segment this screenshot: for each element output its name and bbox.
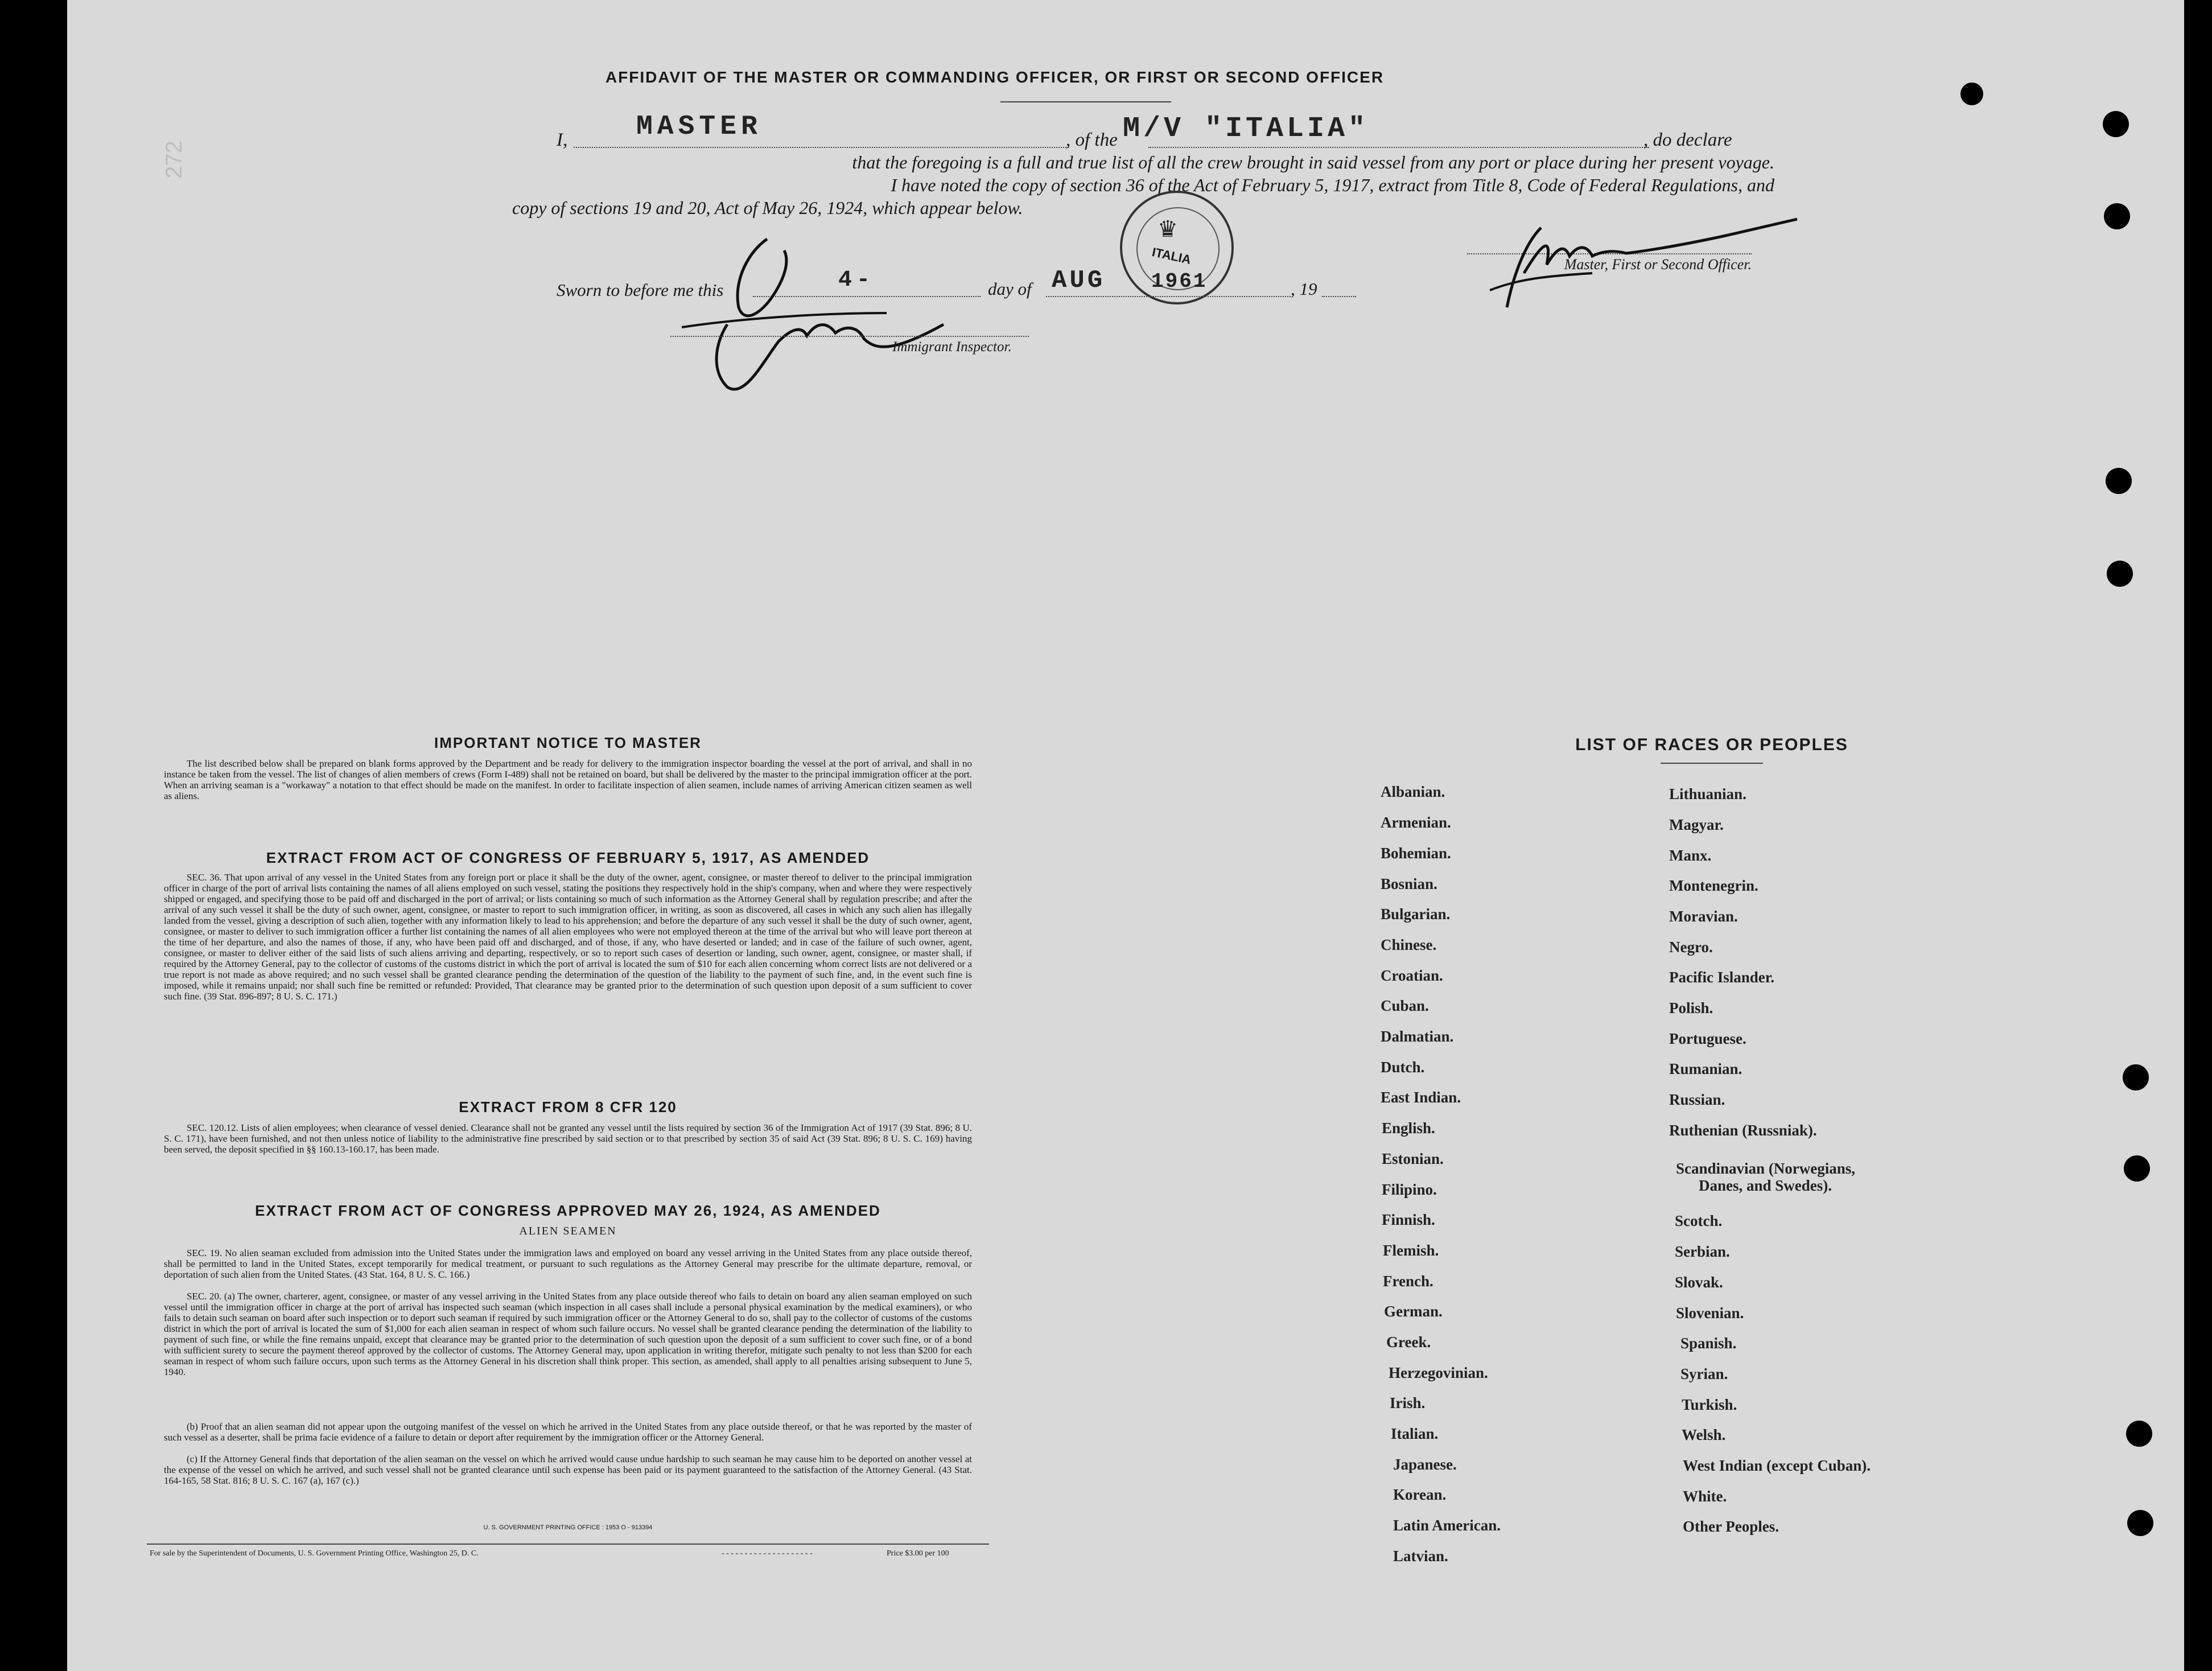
sec-20a-body: SEC. 20. (a) The owner, charterer, agent, consignee, or master of any vessel arriving in the United States from any place outside thereof who fails to detain on board any alien seaman employed on such vessel until the immigration officer in charge at the port of arrival has inspected such seaman (which inspection in all cases shall include a personal physical examination by the medical examiners), or who fails to detain such seaman on board after such inspection or to deport such seaman if required by such immigration officer or the Attorney General to do so, shall pay to the collector of customs of the customs district in which the port of arrival is located the sum of $1,000 for each alien seaman in respect of whom such failure occurs. No vessel shall be granted clearance pending the determination of the liability to payment of such fine, or while the fine remains unpaid, except that clearance may be granted prior to the determination of such question upon the deposit of a sum sufficient to cover such fine, or of a bond with sufficient surety to secure the payment thereof approved by the collector of customs. The Attorney General may, upon application in writing therefor, mitigate such penalty to not less than $200 for each seaman in respect of whom such failure occurs, upon such terms as the Attorney General in his discretion shall think proper. This section, as amended, shall apply to all penalties arising subsequent to June 5, 1940.: [164, 1291, 972, 1377]
race-item: White.: [1683, 1488, 1727, 1505]
binder-hole: [1960, 83, 1983, 105]
race-item: Estonian.: [1382, 1150, 1444, 1167]
race-item: Ruthenian (Russniak).: [1669, 1122, 1817, 1139]
race-item: Scotch.: [1675, 1212, 1723, 1229]
race-item: Finnish.: [1382, 1211, 1435, 1228]
race-item: Lithuanian.: [1669, 785, 1746, 802]
race-item: Moravian.: [1669, 908, 1738, 925]
race-item: Dalmatian.: [1381, 1028, 1454, 1045]
day-of-label: day of: [988, 279, 1032, 299]
binder-hole: [2107, 561, 2133, 587]
filled-name: MASTER: [636, 112, 762, 142]
race-item: Chinese.: [1381, 936, 1437, 953]
filled-month: AUG: [1052, 266, 1106, 295]
notice-title: IMPORTANT NOTICE TO MASTER: [434, 734, 702, 751]
binder-hole: [2123, 1064, 2149, 1090]
race-item: Rumanian.: [1669, 1060, 1743, 1077]
form-sheet: [67, 0, 2184, 1671]
cfr-body: SEC. 120.12. Lists of alien employees; when clearance of vessel denied. Clearance shall not be granted any vessel until the lists required by section 36 of the Immigration Act of 1917 (39 Stat. 896; 8 U. S. C. 171), have been furnished, and not then unless notice of liability to the administrative fine prescribed by said section or to that prescribed by section 35 of said Act (39 Stat. 896; 8 U. S. C. 169) having been served, the deposit specified in §§ 160.13-160.17, has been made.: [164, 1122, 972, 1155]
race-item: Armenian.: [1381, 814, 1451, 831]
month-line: [1046, 296, 1291, 297]
race-item: Slovenian.: [1676, 1304, 1744, 1322]
race-item: Flemish.: [1383, 1242, 1439, 1259]
race-item: Serbian.: [1675, 1243, 1730, 1260]
race-item: Bohemian.: [1381, 845, 1451, 862]
race-item: Latvian.: [1393, 1547, 1448, 1565]
filled-vessel: M/V "ITALIA": [1123, 113, 1369, 145]
binder-hole: [2106, 468, 2132, 494]
race-item: Negro.: [1669, 939, 1713, 956]
margin-page-number: 272: [161, 141, 187, 179]
cfr-title: EXTRACT FROM 8 CFR 120: [459, 1098, 677, 1116]
race-item: Russian.: [1669, 1091, 1725, 1108]
race-item: Herzegovinian.: [1389, 1364, 1488, 1381]
alien-seamen-subtitle: ALIEN SEAMEN: [519, 1225, 617, 1237]
race-item: Polish.: [1669, 999, 1713, 1016]
notice-body: The list described below shall be prepared on blank forms approved by the Department and be ready for delivery to the immigration inspector boarding the vessel at the port of arrival, and shall in no instance be taken from the vessel. The list of changes of alien members of crews (Form I-489) shall not be retained on board, but shall be delivered by the master to the principal immigration officer at the port. When an arriving seaman is a "workaway" a notation to that effect should be made on the manifest. In order to facilitate inspection of alien seamen, include names of arriving American citizen seamen as well as aliens.: [164, 758, 972, 801]
inspector-caption: Immigrant Inspector.: [892, 339, 1012, 355]
crown-icon: ♛: [1158, 216, 1178, 242]
nineteen-label: , 19: [1291, 279, 1317, 299]
race-item: Cuban.: [1381, 997, 1429, 1014]
race-item: Spanish.: [1680, 1335, 1737, 1352]
gpo-imprint: U. S. GOVERNMENT PRINTING OFFICE : 1953 O - 913394: [483, 1524, 653, 1531]
inspector-line: [670, 336, 1029, 337]
binder-hole: [2103, 111, 2129, 137]
race-item: Manx.: [1669, 847, 1712, 864]
sec-19-body: SEC. 19. No alien seaman excluded from admission into the United States under the immigration laws and employed on board any vessel arriving in the United States from any place outside thereof, shall be permitted to land in the United States, except temporarily for medical treatment, or pursuant to such regulations as the Attorney General may prescribe for the ultimate departure, removal, or deportation of such alien from the United States. (43 Stat. 164, 8 U. S. C. 166.): [164, 1248, 972, 1280]
year-line: [1322, 296, 1356, 297]
races-title: LIST OF RACES OR PEOPLES: [1575, 735, 1848, 754]
extract-1917-body: SEC. 36. That upon arrival of any vessel in the United States from any foreign port or place it shall be the duty of the owner, agent, consignee, or master thereof to deliver to the principal immigration officer in charge of the port of arrival lists containing the names of all aliens employed on such vessel, stating the positions they respectively hold in the ship's company, when and where they were respectively shipped or engaged, and specifying those to be paid off and discharged in the port of arrival; or lists containing so much of such information as the Attorney General shall by regulation prescribe; and after the arrival of any such vessel it shall be the duty of such owner, agent, consignee, or master to report to such immigration officer, in writing, as soon as discovered, all cases in which any such alien has illegally landed from the vessel, giving a description of such alien, together with any information likely to lead to his apprehension; and before the departure of any such vessel it shall be the duty of such owner, agent, consignee, or master to deliver to such immigration officer a further list containing the names of all alien employees who were not employed thereon at the time of the arrival but who will leave port thereon at the time of her departure, and also the names of those, if any, who have been paid off and discharged, and of those, if any, who have deserted or landed; and in case of the failure of such owner, agent, consignee, or master to deliver either of the said lists of such aliens arriving and departing, respectively, or so to report such cases of desertion or landing, such owner, agent, consignee, or master shall, if required by the Attorney General, pay to the collector of customs of the customs district in which the port of arrival is located the sum of $10 for each alien concerning whom correct lists are not delivered or a true report is not made as above required; and no such vessel shall be granted clearance pending the determination of the question of the liability to the payment of such fine, and, in the event such fine is imposed, while it remains unpaid; nor shall such fine be remitted or refunded: Provided, That clearance may be granted prior to the determination of such question upon deposit of a sum sufficient to cover such fine. (39 Stat. 896-897; 8 U. S. C. 171.): [164, 872, 972, 1002]
filled-year: 1961: [1151, 270, 1208, 293]
race-item: German.: [1384, 1303, 1443, 1320]
race-item: Dutch.: [1381, 1059, 1425, 1076]
race-item: Korean.: [1393, 1486, 1447, 1503]
race-item: Welsh.: [1682, 1426, 1726, 1443]
race-item: Filipino.: [1382, 1181, 1437, 1198]
affidavit-title: AFFIDAVIT OF THE MASTER OR COMMANDING OFFICER, OR FIRST OR SECOND OFFICER: [605, 68, 1385, 86]
race-item: Greek.: [1386, 1333, 1431, 1351]
binder-hole: [2127, 1510, 2153, 1536]
race-item: Albanian.: [1381, 783, 1445, 800]
affidavit-line-2: that the foregoing is a full and true list of all the crew brought in said vessel from any port or place during her present voyage.: [852, 152, 1774, 172]
master-caption: Master, First or Second Officer.: [1564, 256, 1752, 273]
sale-notice: For sale by the Superintendent of Documents, U. S. Government Printing Office, Washington 25, D. C.: [150, 1549, 479, 1558]
sec-20c-body: (c) If the Attorney General finds that deportation of the alien seaman on the vessel on which he arrived would cause undue hardship to such seaman he may cause him to be deported on another vessel at the expense of the vessel on which he arrived, and such vessel shall not be granted clearance until such expense has been paid or its payment guaranteed to the satisfaction of the Attorney General. (43 Stat. 164-165, 58 Stat. 816; 8 U. S. C. 167 (a), 167 (c).): [164, 1454, 972, 1486]
footer-dashes: - - - - - - - - - - - - - - - - - - - -: [722, 1549, 813, 1558]
race-item: French.: [1383, 1273, 1434, 1290]
inspector-signature: [648, 228, 966, 398]
binder-hole: [2126, 1421, 2152, 1447]
extract-1917-title: EXTRACT FROM ACT OF CONGRESS OF FEBRUARY 5, 1917, AS AMENDED: [266, 849, 870, 866]
race-item: East Indian.: [1381, 1089, 1461, 1106]
extract-1924-title: EXTRACT FROM ACT OF CONGRESS APPROVED MAY 26, 1924, AS AMENDED: [255, 1202, 881, 1219]
sec-20b-body: (b) Proof that an alien seaman did not appear upon the outgoing manifest of the vessel on which he arrived in the United States from any place outside thereof, or that he was reported by the master of such vessel as a deserter, shall be prima facie evidence of a failure to detain or deport after requirement by the immigration officer or the Attorney General.: [164, 1421, 972, 1443]
race-item: Bosnian.: [1381, 875, 1437, 892]
race-item: Syrian.: [1680, 1365, 1728, 1382]
do-declare-label: , do declare: [1643, 130, 1732, 150]
footer-rule: [147, 1544, 989, 1545]
binder-hole: [2104, 203, 2130, 229]
binder-hole: [2124, 1155, 2150, 1182]
title-rule: [1000, 101, 1171, 102]
affidavit-line-3: I have noted the copy of section 36 of the Act of February 5, 1917, extract from Title 8, Code of Federal Regulations, and: [891, 175, 1774, 195]
race-item: Croatian.: [1381, 967, 1443, 984]
race-item: Bulgarian.: [1381, 906, 1451, 923]
race-item: English.: [1382, 1120, 1435, 1137]
filled-day: 4-: [838, 267, 875, 293]
i-label: I,: [557, 130, 568, 150]
race-item: Montenegrin.: [1669, 877, 1758, 894]
affidavit-line-4: copy of sections 19 and 20, Act of May 26, 1924, which appear below.: [512, 197, 1023, 218]
race-item: Scandinavian (Norwegians,: [1676, 1160, 1856, 1177]
race-item: Irish.: [1390, 1394, 1426, 1411]
race-item: Pacific Islander.: [1669, 969, 1774, 986]
race-item: Latin American.: [1393, 1517, 1501, 1534]
stamp-text: ITALIA: [1151, 245, 1193, 267]
race-item: West Indian (except Cuban).: [1683, 1457, 1871, 1474]
sworn-label: Sworn to before me this: [557, 280, 724, 300]
race-item: Portuguese.: [1669, 1030, 1746, 1047]
race-item: Italian.: [1391, 1425, 1439, 1442]
vessel-line: [1148, 147, 1649, 148]
price-notice: Price $3.00 per 100: [887, 1549, 949, 1558]
race-item: Magyar.: [1669, 816, 1724, 833]
race-item: Danes, and Swedes).: [1699, 1177, 1832, 1194]
races-title-rule: [1661, 763, 1763, 764]
race-item: Japanese.: [1393, 1456, 1457, 1473]
race-item: Turkish.: [1682, 1396, 1737, 1413]
of-the-label: , of the: [1066, 130, 1118, 150]
race-item: Slovak.: [1675, 1274, 1723, 1291]
race-item: Other Peoples.: [1683, 1518, 1779, 1535]
name-line: [574, 147, 1069, 148]
